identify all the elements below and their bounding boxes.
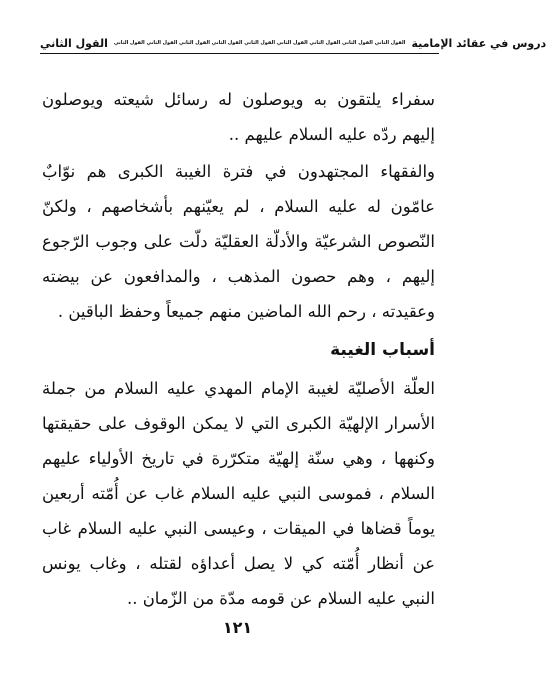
header-rule [40, 53, 439, 54]
section-title: القول الثاني [40, 36, 108, 50]
running-header-text: القول الثاني القول الثاني القول الثاني القول الثاني القول الثاني القول الثاني القول الثاني القول الثاني القول الثاني [113, 40, 406, 46]
page-number: ١٢١ [222, 618, 253, 637]
paragraph: والفقهاء المجتهدون في فترة الغيبة الكبرى هم نوّابٌ عامّون له عليه السلام ، لم يعيّنهم بأشخاصهم ، ولكنّ النّصوص الشرعيّة والأدلّة العقليّة دلّت على وجوب الرّجوع إليهم ، وهم حصون المذهب ، والمدافعون عن بيضته وعقيدته ، رحم الله الماضين منهم جميعاً وحفظ الباقين . [42, 162, 435, 321]
paragraph: العلّة الأصليّة لغيبة الإمام المهدي عليه السلام من جملة الأسرار الإلهيّة الكبرى التي لا يمكن الوقوف على حقيقتها وكنهها ، وهي سنّة إلهيّة متكرّرة في تاريخ الأولياء عليهم السلام ، فموسى النبي عليه السلام غاب عن أُمّته أربعين يوماً قضاها في الميقات ، وعيسى النبي عليه السلام غاب عن أنظار أُمّته كي لا يصل أعداؤه لقتله ، وغاب يونس النبي عليه السلام عن قومه مدّة من الزّمان .. [42, 379, 435, 608]
section-heading: أسباب الغيبة [330, 340, 435, 360]
page-header [40, 34, 546, 52]
book-title: دروس في عقائد الإمامية [411, 36, 546, 50]
paragraph: سفراء يلتقون به ويوصلون له رسائل شيعته ويوصلون إليهم ردّه عليه السلام عليهم .. [42, 90, 435, 144]
page-body [42, 82, 435, 618]
